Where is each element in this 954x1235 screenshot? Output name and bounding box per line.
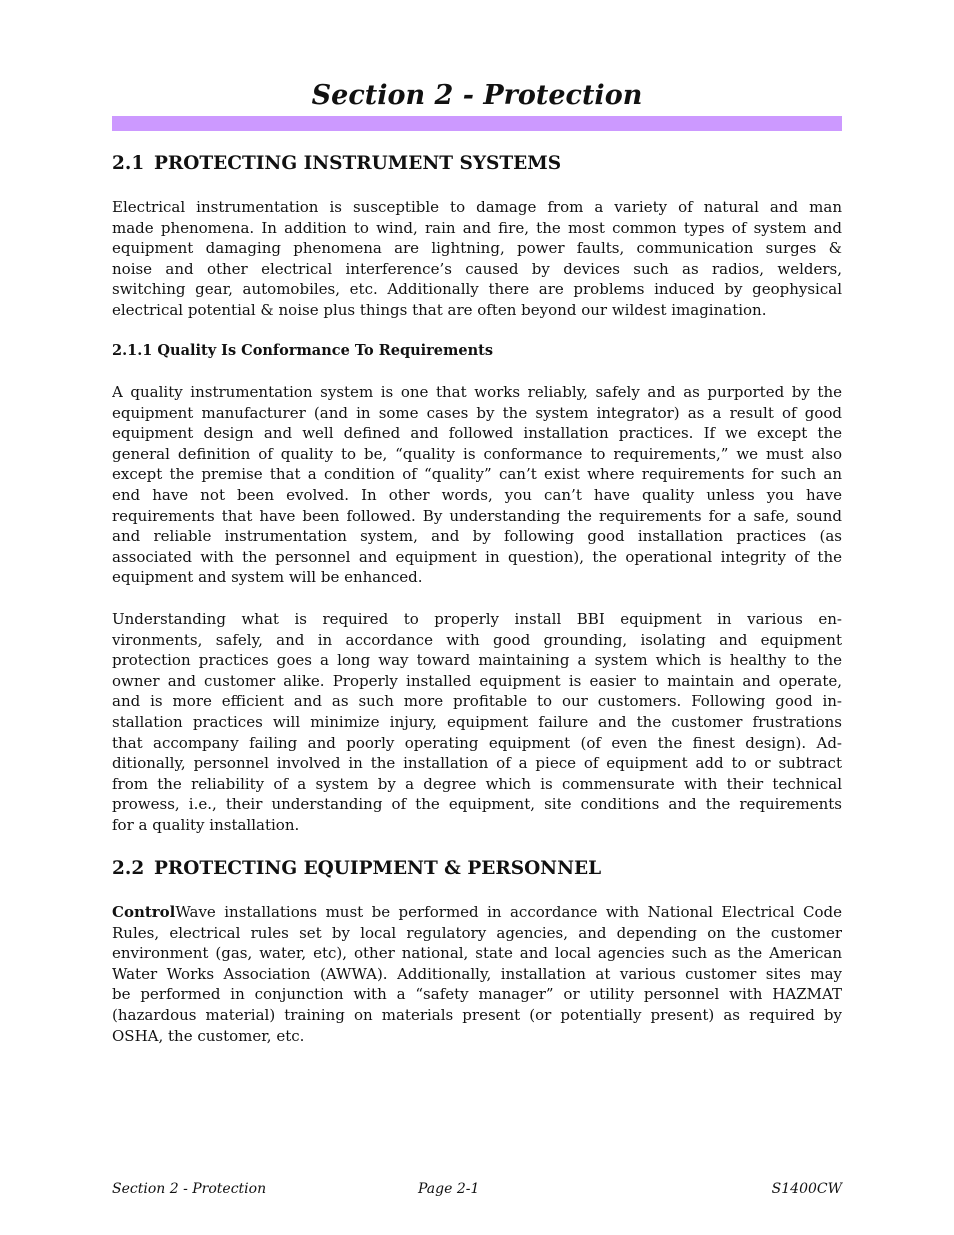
text-line: A quality instrumentation system is one that works reliably, safely and as purported by the (112, 383, 842, 401)
text-line: and is more efficient and as such more profitable to our customers. Following good in- (112, 692, 842, 711)
text-run: Wave installations must be performed in accordance with National Electrical Code (175, 903, 842, 921)
footer-document-code: S1400CW (771, 1181, 842, 1197)
text-line: equipment damaging phenomena are lightning, power faults, communication surges & (112, 239, 842, 258)
text-line: electrical potential & noise plus things that are often beyond our wildest imagination. (112, 300, 767, 319)
text-line: switching gear, automobiles, etc. Additionally there are problems induced by geophysical (112, 280, 842, 299)
text-line: from the reliability of a system by a degree which is commensurate with their technical (112, 774, 842, 793)
footer-page-number: Page 2-1 (418, 1181, 480, 1197)
text-line: made phenomena. In addition to wind, rain and fire, the most common types of system and (112, 218, 842, 237)
text-line: end have not been evolved. In other words, you can’t have quality unless you have (112, 485, 842, 504)
paragraph-2-1-1-a (112, 382, 842, 588)
text-line: associated with the personnel and equipment in question), the operational integrity of the (112, 547, 842, 566)
text-line: and reliable instrumentation system, and by following good installation practices (as (112, 527, 842, 546)
brand-control: Control (112, 903, 176, 921)
section-number: 2.2 (112, 858, 145, 879)
section-title: PROTECTING EQUIPMENT & PERSONNEL (154, 858, 602, 879)
text-line: OSHA, the customer, etc. (112, 1026, 305, 1045)
text-line: general definition of quality to be, “quality is conformance to requirements,” we must also (112, 444, 842, 463)
text-line: Rules, electrical rules set by local regulatory agencies, and depending on the customer (112, 923, 842, 942)
title-divider-bar (112, 116, 842, 131)
text-line: protection practices goes a long way toward maintaining a system which is healthy to the (112, 651, 842, 670)
section-number: 2.1 (112, 153, 145, 174)
text-line: prowess, i.e., their understanding of the equipment, site conditions and the requirements (112, 795, 842, 814)
section-title: PROTECTING INSTRUMENT SYSTEMS (154, 153, 562, 174)
paragraph-rest (112, 923, 842, 1047)
text-line: vironments, safely, and in accordance with good grounding, isolating and equipment (112, 630, 842, 649)
page-title: Section 2 - Protection (311, 80, 643, 111)
text-line: noise and other electrical interference’s caused by devices such as radios, welders, (112, 259, 842, 278)
subsection-heading-2-1-1: 2.1.1 Quality Is Conformance To Requirements (112, 342, 493, 359)
text-line: Electrical instrumentation is susceptible to damage from a variety of natural and man (112, 198, 842, 216)
section-heading-2-2 (112, 857, 601, 881)
text-line: that accompany failing and poorly operating equipment (of even the finest design). Ad- (112, 733, 842, 752)
text-line: (hazardous material) training on materials present (or potentially present) as required by (112, 1005, 842, 1024)
text-line: Understanding what is required to properly install BBI equipment in various en- (112, 610, 842, 628)
text-line: Water Works Association (AWWA). Additionally, installation at various customer sites may (112, 964, 842, 983)
text-line: be performed in conjunction with a “safety manager” or utility personnel with HAZMAT (112, 985, 842, 1004)
text-line: ditionally, personnel involved in the installation of a piece of equipment add to or subtract (112, 754, 842, 773)
text-line: stallation practices will minimize injury, equipment failure and the customer frustrations (112, 712, 842, 731)
paragraph-2-1 (112, 197, 842, 321)
section-heading-2-1 (112, 152, 561, 176)
text-line: equipment design and well defined and followed installation practices. If we except the (112, 424, 842, 443)
text-line: for a quality installation. (112, 815, 300, 834)
text-line: owner and customer alike. Properly installed equipment is easier to maintain and operate, (112, 671, 842, 690)
paragraph-2-2 (112, 902, 842, 1046)
text-line: requirements that have been followed. By understanding the requirements for a safe, sound (112, 506, 842, 525)
paragraph-2-1-1-b (112, 609, 842, 836)
text-line (112, 902, 842, 923)
footer-section-name: Section 2 - Protection (112, 1181, 267, 1197)
text-line: equipment and system will be enhanced. (112, 568, 423, 587)
text-line: equipment manufacturer (and in some cases by the system integrator) as a result of good (112, 403, 842, 422)
text-line: except the premise that a condition of “quality” can’t exist where requirements for such an (112, 465, 842, 484)
text-line: environment (gas, water, etc), other national, state and local agencies such as the American (112, 944, 842, 963)
